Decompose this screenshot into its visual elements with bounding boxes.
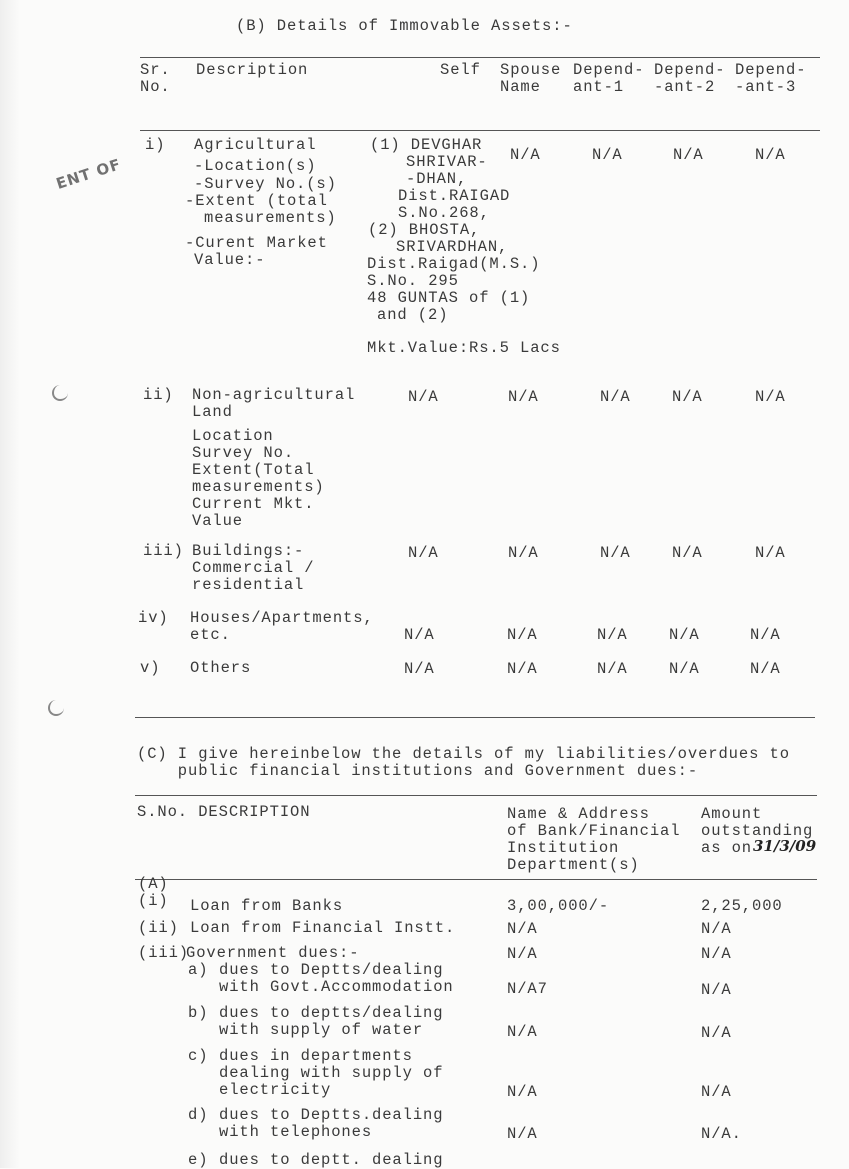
- row-name: N/A7: [507, 980, 548, 998]
- header-dependant-1: Depend- ant-1: [573, 61, 645, 96]
- row-desc: dues in departments dealing with supply of electricity: [219, 1047, 444, 1099]
- self-value: N/A: [404, 626, 435, 644]
- dep2-value: N/A: [669, 660, 700, 678]
- row-desc: dues to deptts/dealing with supply of water: [219, 1004, 444, 1039]
- dep3-value: N/A: [755, 544, 786, 562]
- dep3-value: N/A: [755, 146, 786, 164]
- row-desc: Government dues:-: [186, 944, 360, 962]
- row-no: a): [188, 961, 209, 979]
- row-sr: ii): [143, 386, 174, 404]
- self-line: (2) BHOSTA,: [368, 221, 481, 239]
- header-sno-description: S.No. DESCRIPTION: [137, 803, 311, 821]
- row-name: N/A: [507, 1083, 538, 1101]
- punch-hole: [52, 385, 68, 401]
- dep2-value: N/A: [672, 388, 703, 406]
- self-value: N/A: [404, 660, 435, 678]
- dep1-value: N/A: [597, 660, 628, 678]
- punch-hole: [48, 700, 64, 716]
- row-desc-line: Agricultural: [194, 136, 317, 154]
- handwritten-date: 31/3/09: [753, 837, 817, 855]
- row-amount: N/A: [701, 1024, 732, 1042]
- self-market-value: Mkt.Value:Rs.5 Lacs: [367, 339, 561, 357]
- row-desc-line: Value:-: [194, 251, 266, 269]
- row-amount: N/A: [701, 920, 732, 938]
- row-no: (ii): [138, 919, 179, 937]
- row-desc: Non-agricultural Land: [192, 386, 356, 421]
- header-self: Self: [440, 61, 481, 79]
- spouse-value: N/A: [508, 388, 539, 406]
- divider: [140, 57, 820, 58]
- row-no: d): [188, 1106, 209, 1124]
- dep3-value: N/A: [750, 660, 781, 678]
- self-line: SHRIVAR-: [406, 153, 488, 171]
- header-sr-no: Sr. No.: [140, 61, 171, 96]
- self-line: S.No.268,: [398, 204, 490, 222]
- divider: [135, 795, 817, 796]
- group-label: (A): [138, 875, 169, 893]
- row-desc: Houses/Apartments, etc.: [190, 609, 374, 644]
- official-stamp: ENT OF: [53, 155, 124, 193]
- row-name: N/A: [507, 1023, 538, 1041]
- row-no: c): [188, 1047, 209, 1065]
- row-no: (i): [138, 892, 169, 910]
- row-desc-line: measurements): [204, 209, 337, 227]
- row-amount: N/A: [701, 945, 732, 963]
- row-name: N/A: [507, 945, 538, 963]
- row-no: e): [188, 1151, 209, 1169]
- header-dependant-2: Depend- -ant-2: [654, 61, 726, 96]
- spouse-value: N/A: [508, 544, 539, 562]
- dep2-value: N/A: [672, 544, 703, 562]
- dep2-value: N/A: [669, 626, 700, 644]
- row-sr: i): [145, 136, 166, 154]
- row-desc: dues to Deptts/dealing with Govt.Accommodation: [219, 961, 454, 996]
- row-desc-line: -Curent Market: [185, 234, 328, 252]
- header-name-address: Name & Address of Bank/Financial Institution Department(s): [507, 805, 681, 874]
- row-desc: Loan from Banks: [190, 897, 344, 915]
- section-b-title: (B) Details of Immovable Assets:-: [236, 17, 573, 35]
- row-no: b): [188, 1004, 209, 1022]
- self-line: Dist.RAIGAD: [398, 187, 511, 205]
- self-line: and (2): [377, 306, 449, 324]
- row-amount: N/A: [701, 981, 732, 999]
- self-line: Dist.Raigad(M.S.): [367, 255, 541, 273]
- spouse-value: N/A: [507, 660, 538, 678]
- dep1-value: N/A: [600, 544, 631, 562]
- row-name: N/A: [507, 920, 538, 938]
- spouse-value: N/A: [507, 626, 538, 644]
- self-value: N/A: [408, 544, 439, 562]
- paper-fold-shadow: [0, 0, 20, 1168]
- header-dependant-3: Depend- -ant-3: [735, 61, 807, 96]
- dep3-value: N/A: [755, 388, 786, 406]
- spouse-value: N/A: [510, 146, 541, 164]
- row-desc-line: -Extent (total: [185, 192, 328, 210]
- row-amount: N/A: [701, 1083, 732, 1101]
- row-desc-line: -Location(s): [194, 157, 317, 175]
- row-sr: v): [140, 659, 161, 677]
- row-amount: 2,25,000: [701, 897, 783, 915]
- self-line: SRIVARDHAN,: [396, 238, 509, 256]
- header-amount: Amount outstanding as on: [701, 805, 814, 857]
- row-desc: dues to Deptts.dealing with telephones: [219, 1106, 444, 1141]
- self-line: -DHAN,: [406, 170, 468, 188]
- row-desc: Loan from Financial Instt.: [190, 919, 456, 937]
- divider: [135, 717, 815, 718]
- row-sr: iii): [143, 542, 184, 560]
- self-line: S.No. 295: [367, 272, 459, 290]
- row-name: 3,00,000/-: [507, 897, 610, 915]
- row-desc-line: -Survey No.(s): [194, 175, 337, 193]
- self-line: 48 GUNTAS of (1): [367, 289, 531, 307]
- row-desc: Others: [190, 659, 252, 677]
- dep2-value: N/A: [673, 146, 704, 164]
- row-sr: iv): [138, 609, 169, 627]
- dep1-value: N/A: [592, 146, 623, 164]
- row-desc-details: Location Survey No. Extent(Total measurements) Current Mkt. Value: [192, 427, 325, 530]
- row-amount: N/A.: [701, 1125, 742, 1143]
- dep3-value: N/A: [750, 626, 781, 644]
- dep1-value: N/A: [600, 388, 631, 406]
- row-name: N/A: [507, 1125, 538, 1143]
- self-value: N/A: [408, 388, 439, 406]
- header-description: Description: [196, 61, 309, 79]
- dep1-value: N/A: [597, 626, 628, 644]
- section-c-intro: (C) I give hereinbelow the details of my liabilities/overdues to public financial institutions and Government dues:-: [137, 745, 790, 780]
- divider: [140, 130, 820, 131]
- row-desc: Buildings:- Commercial / residential: [192, 542, 315, 594]
- header-spouse: Spouse Name: [500, 61, 562, 96]
- row-desc: dues to deptt. dealing: [219, 1151, 444, 1169]
- row-no: (iii): [138, 944, 190, 962]
- divider: [135, 879, 817, 880]
- self-line: (1) DEVGHAR: [370, 136, 483, 154]
